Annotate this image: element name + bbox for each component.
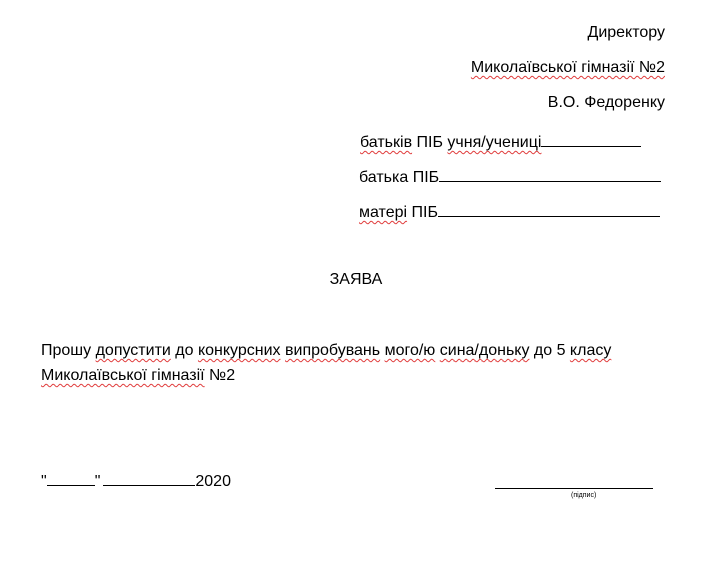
body-school-number: №2 (204, 367, 236, 384)
parents-label-c: учня/учениці (447, 134, 542, 151)
date-quote-open: " (41, 473, 47, 490)
mother-line (359, 201, 660, 223)
school-name-text: Миколаївської гімназії №2 (470, 59, 665, 76)
signature-caption: (підпис) (571, 492, 597, 499)
body-word: конкурсних (197, 342, 281, 359)
addressee-title: Директору (587, 24, 665, 41)
mother-blank[interactable] (438, 201, 660, 217)
body-word: класу (569, 342, 612, 359)
body-line-1 (41, 341, 611, 361)
body-word: випробувань (285, 342, 381, 359)
body-word: мого/ю (384, 342, 436, 359)
director-name: В.О. Федоренку (547, 94, 665, 111)
body-word: допустити (95, 342, 171, 359)
body-line-2 (41, 366, 235, 386)
father-label: батька ПІБ (359, 169, 440, 186)
mother-label-b: ПІБ (407, 204, 438, 221)
body-word: сина/доньку (439, 342, 530, 359)
father-line (359, 166, 661, 188)
date-month-blank[interactable] (103, 470, 195, 486)
date-line (41, 470, 231, 492)
body-word: Прошу (41, 342, 96, 359)
father-blank[interactable] (439, 166, 661, 182)
date-quote-close: " (94, 473, 101, 490)
parents-blank[interactable] (541, 131, 641, 147)
date-year: 2020 (195, 473, 231, 490)
document-title: ЗАЯВА (329, 271, 383, 288)
body-word: до (170, 342, 198, 359)
mother-label: матері (359, 204, 408, 221)
signature-line[interactable] (495, 488, 653, 489)
parents-label-b: ПІБ (416, 134, 443, 151)
body-school-name: Миколаївської гімназії (41, 367, 205, 384)
date-day-blank[interactable] (47, 470, 95, 486)
parents-label-a: батьків (360, 134, 413, 151)
school-name (471, 58, 665, 78)
parents-line (360, 131, 641, 153)
body-word: до 5 (529, 342, 570, 359)
